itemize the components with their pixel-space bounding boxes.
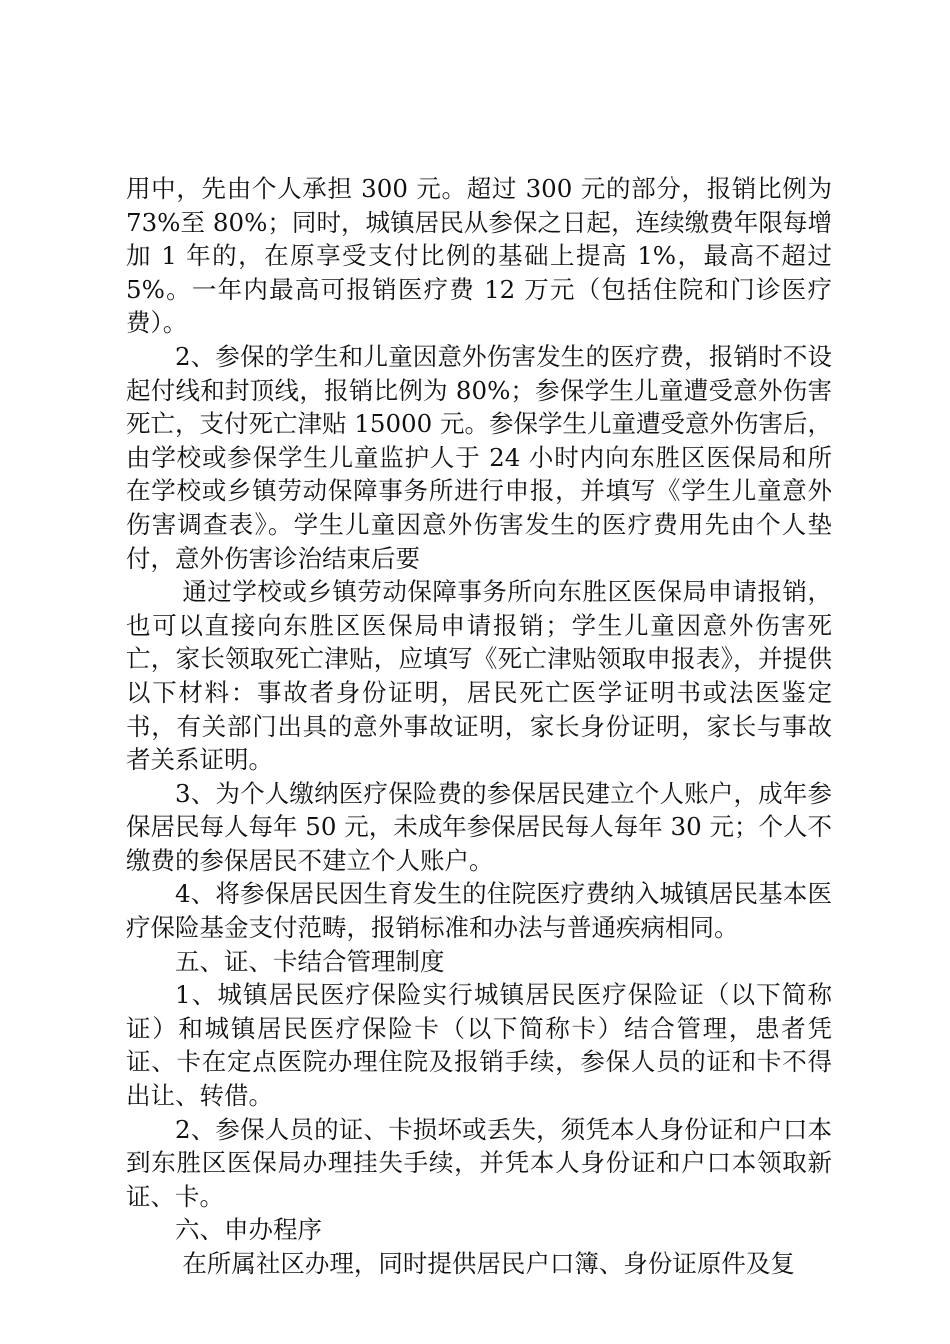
paragraph-application-steps: 在所属社区办理，同时提供居民户口簿、身份证原件及复	[182, 1249, 795, 1278]
document-body	[126, 172, 832, 1281]
paragraph-reimbursement-ratio: 用中，先由个人承担 300 元。超过 300 元的部分，报销比例为 73%至 80%；同时，城镇居民从参保之日起，连续缴费年限每增加 1 年的，在原享受支付比例的基础上提高 1%，最高不超过 5%。一年内最高可报销医疗费 12 万元（包括住院和门诊医疗费）。	[126, 174, 832, 338]
paragraph-maternity: 4、将参保居民因生育发生的住院医疗费纳入城镇居民基本医疗保险基金支付范畴，报销标准和办法与普通疾病相同。	[126, 879, 832, 943]
paragraph-personal-account: 3、为个人缴纳医疗保险费的参保居民建立个人账户，成年参保居民每人每年 50 元，未成年参保居民每人每年 30 元；个人不缴费的参保居民不建立个人账户。	[126, 778, 832, 875]
section-heading-application: 六、申办程序	[175, 1215, 322, 1245]
paragraph-claim-procedure: 通过学校或乡镇劳动保障事务所向东胜区医保局申请报销，也可以直接向东胜区医保局申请报销；学生儿童因意外伤害死亡，家长领取死亡津贴，应填写《死亡津贴领取申报表》，并提供以下材料：事故者身份证明，居民死亡医学证明书或法医鉴定书，有关部门出具的意外事故证明，家长身份证明，家长与事故者关系证明。	[126, 577, 832, 775]
paragraph-student-injury: 2、参保的学生和儿童因意外伤害发生的医疗费，报销时不设起付线和封顶线，报销比例为 80%；参保学生儿童遭受意外伤害死亡，支付死亡津贴 15000 元。参保学生儿童遭受意外伤害后，由学校或参保学生儿童监护人于 24 小时内向东胜区医保局和所在学校或乡镇劳动保障事务所进行申报，并填写《学生儿童意外伤害调查表》。学生儿童因意外伤害发生的医疗费用先由个人垫付，意外伤害诊治结束后要	[126, 341, 833, 573]
paragraph-card-combination: 1、城镇居民医疗保险实行城镇居民医疗保险证（以下简称证）和城镇居民医疗保险卡（以下简称卡）结合管理，患者凭证、卡在定点医院办理住院及报销手续，参保人员的证和卡不得出让、转借。	[126, 980, 832, 1111]
paragraph-card-loss: 2、参保人员的证、卡损坏或丢失，须凭本人身份证和户口本到东胜区医保局办理挂失手续，并凭本人身份证和户口本领取新证、卡。	[126, 1114, 832, 1211]
section-heading-card-management: 五、证、卡结合管理制度	[175, 946, 445, 976]
